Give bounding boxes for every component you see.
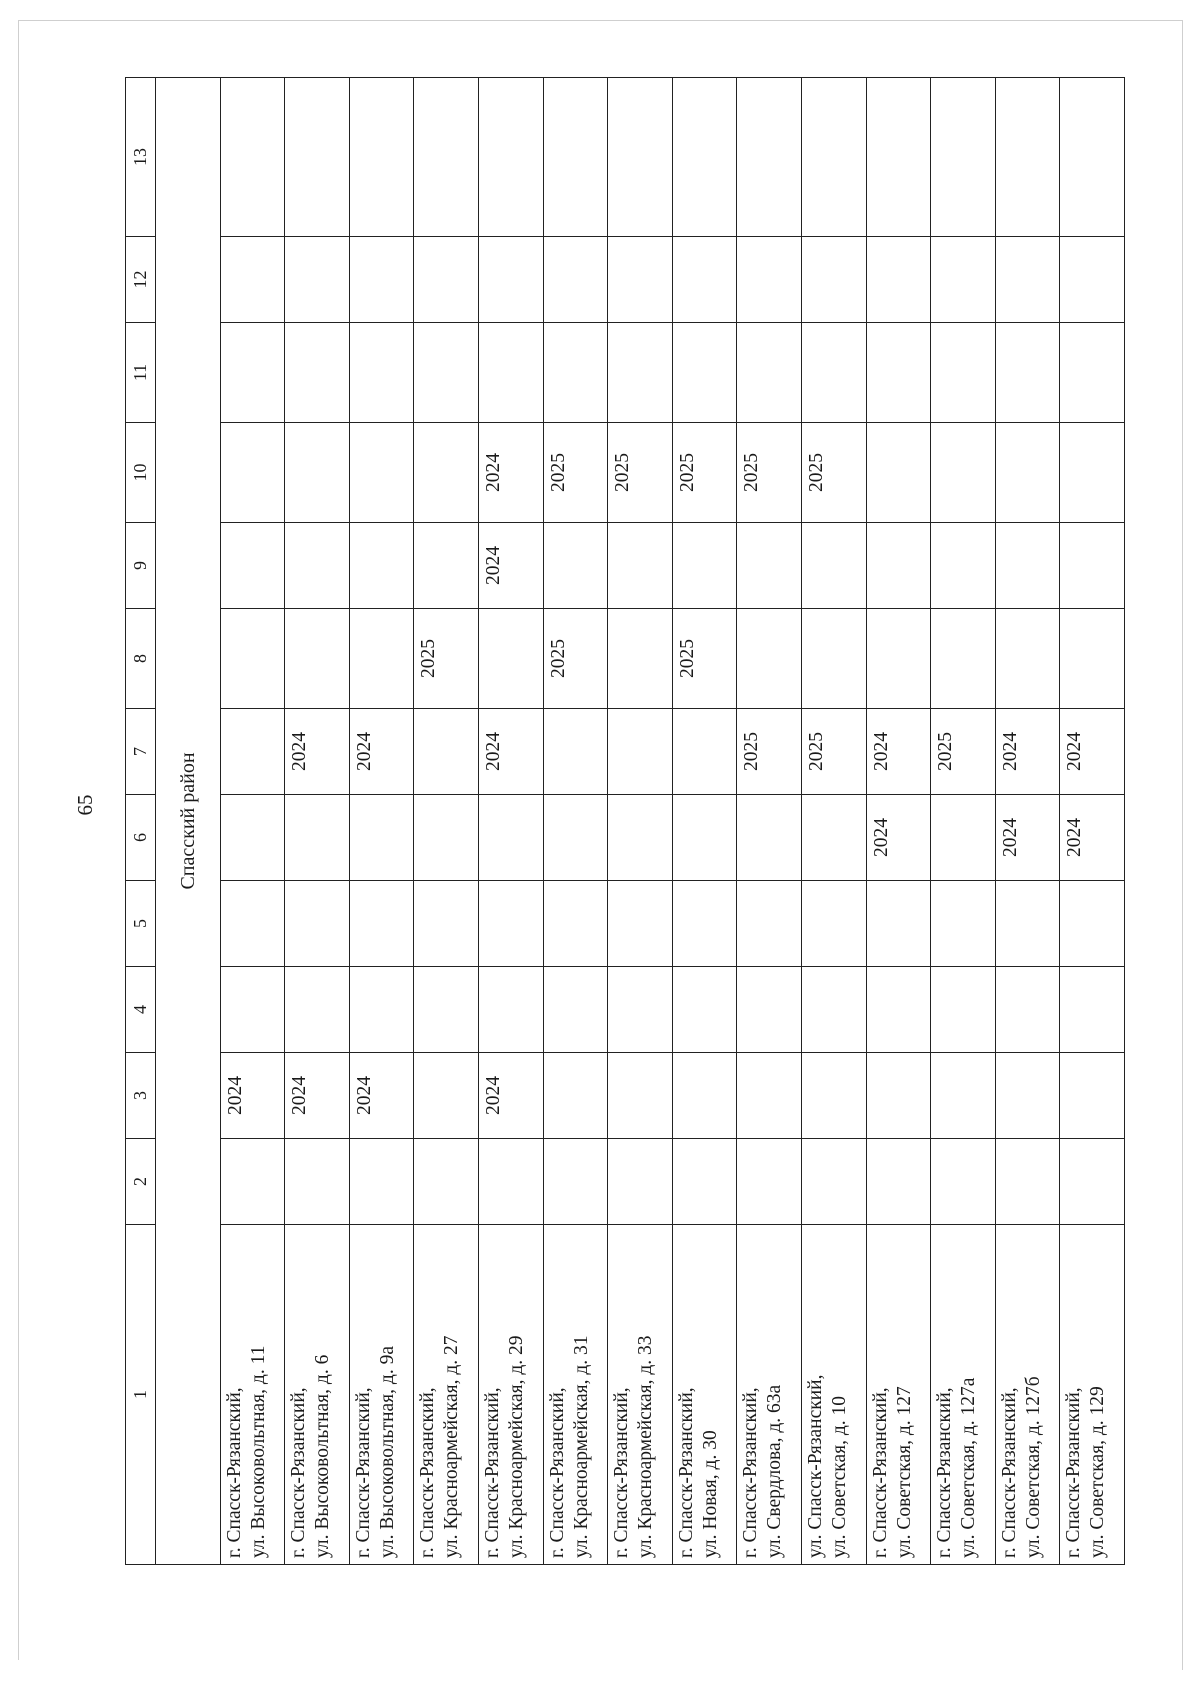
year-cell-col-4 xyxy=(543,967,608,1053)
year-cell-col-6: 2024 xyxy=(866,795,931,881)
year-cell-col-7: 2024 xyxy=(995,709,1060,795)
year-cell-col-4 xyxy=(608,967,673,1053)
year-cell-col-2 xyxy=(414,1139,479,1225)
table-row xyxy=(349,78,414,1565)
year-cell-col-8 xyxy=(737,609,802,709)
address-line: г. Спасск-Рязанский, xyxy=(869,1387,891,1558)
year-cell-col-5 xyxy=(672,881,737,967)
year-cell-col-13 xyxy=(220,78,285,237)
page-number: 65 xyxy=(73,794,97,816)
year-cell-col-4 xyxy=(931,967,996,1053)
column-header: 1 xyxy=(126,1225,156,1565)
year-cell-col-6 xyxy=(543,795,608,881)
year-cell-col-11 xyxy=(478,323,543,423)
year-cell-col-6 xyxy=(608,795,673,881)
year-cell-col-3: 2024 xyxy=(478,1053,543,1139)
column-header: 9 xyxy=(126,523,156,609)
year-cell-col-6 xyxy=(220,795,285,881)
year-cell-col-4 xyxy=(414,967,479,1053)
rotated-table-frame xyxy=(125,78,1125,1565)
column-header: 10 xyxy=(126,423,156,523)
table-row xyxy=(866,78,931,1565)
year-cell-col-11 xyxy=(995,323,1060,423)
year-cell-col-4 xyxy=(1060,967,1125,1053)
address-line: ул. Спасск-Рязанский, xyxy=(804,1374,826,1558)
year-cell-col-13 xyxy=(478,78,543,237)
table-row xyxy=(737,78,802,1565)
year-cell-col-13 xyxy=(349,78,414,237)
address-cell xyxy=(543,1225,608,1565)
year-cell-col-11 xyxy=(931,323,996,423)
address-line: г. Спасск-Рязанский, xyxy=(611,1387,633,1558)
year-cell-col-10: 2025 xyxy=(801,423,866,523)
scan-edge-right xyxy=(1182,20,1183,1670)
address-cell xyxy=(220,1225,285,1565)
address-line: г. Спасск-Рязанский, xyxy=(352,1387,374,1558)
address-cell xyxy=(414,1225,479,1565)
table-row xyxy=(608,78,673,1565)
year-cell-col-8 xyxy=(801,609,866,709)
year-cell-col-8 xyxy=(478,609,543,709)
year-cell-col-4 xyxy=(478,967,543,1053)
column-header: 12 xyxy=(126,237,156,323)
year-cell-col-8: 2025 xyxy=(672,609,737,709)
year-cell-col-11 xyxy=(608,323,673,423)
column-header: 5 xyxy=(126,881,156,967)
year-cell-col-6 xyxy=(931,795,996,881)
year-cell-col-5 xyxy=(285,881,350,967)
year-cell-col-13 xyxy=(672,78,737,237)
year-cell-col-7 xyxy=(608,709,673,795)
schedule-table xyxy=(125,77,1125,1565)
address-line: ул. Красноармейская, д. 33 xyxy=(635,1335,657,1558)
year-cell-col-6 xyxy=(737,795,802,881)
year-cell-col-12 xyxy=(931,237,996,323)
year-cell-col-11 xyxy=(220,323,285,423)
year-cell-col-11 xyxy=(737,323,802,423)
address-cell xyxy=(608,1225,673,1565)
year-cell-col-7 xyxy=(414,709,479,795)
year-cell-col-11 xyxy=(801,323,866,423)
column-header: 13 xyxy=(126,78,156,237)
address-line: г. Спасск-Рязанский, xyxy=(481,1387,503,1558)
address-cell xyxy=(931,1225,996,1565)
year-cell-col-3: 2024 xyxy=(349,1053,414,1139)
year-cell-col-5 xyxy=(543,881,608,967)
year-cell-col-4 xyxy=(220,967,285,1053)
year-cell-col-9 xyxy=(220,523,285,609)
address-line: г. Спасск-Рязанский, xyxy=(417,1387,439,1558)
year-cell-col-12 xyxy=(285,237,350,323)
address-line: ул. Советская, д. 129 xyxy=(1087,1386,1109,1558)
address-line: ул. Советская, д. 127а xyxy=(958,1377,980,1558)
year-cell-col-13 xyxy=(543,78,608,237)
year-cell-col-6 xyxy=(478,795,543,881)
address-cell xyxy=(478,1225,543,1565)
year-cell-col-7: 2025 xyxy=(931,709,996,795)
year-cell-col-9 xyxy=(995,523,1060,609)
year-cell-col-11 xyxy=(672,323,737,423)
year-cell-col-3: 2024 xyxy=(285,1053,350,1139)
year-cell-col-9 xyxy=(608,523,673,609)
year-cell-col-12 xyxy=(801,237,866,323)
year-cell-col-5 xyxy=(995,881,1060,967)
year-cell-col-9 xyxy=(737,523,802,609)
address-cell xyxy=(737,1225,802,1565)
year-cell-col-12 xyxy=(866,237,931,323)
year-cell-col-9 xyxy=(285,523,350,609)
address-line: ул. Свердлова, д. 63а xyxy=(764,1384,786,1558)
year-cell-col-5 xyxy=(414,881,479,967)
year-cell-col-6 xyxy=(672,795,737,881)
year-cell-col-4 xyxy=(349,967,414,1053)
year-cell-col-3 xyxy=(737,1053,802,1139)
year-cell-col-13 xyxy=(995,78,1060,237)
year-cell-col-12 xyxy=(672,237,737,323)
year-cell-col-9 xyxy=(866,523,931,609)
column-header: 6 xyxy=(126,795,156,881)
year-cell-col-8 xyxy=(608,609,673,709)
year-cell-col-8 xyxy=(995,609,1060,709)
address-line: ул. Красноармейская, д. 29 xyxy=(505,1335,527,1558)
year-cell-col-5 xyxy=(349,881,414,967)
table-row xyxy=(1060,78,1125,1565)
year-cell-col-5 xyxy=(220,881,285,967)
year-cell-col-13 xyxy=(608,78,673,237)
year-cell-col-7: 2025 xyxy=(737,709,802,795)
year-cell-col-6 xyxy=(349,795,414,881)
year-cell-col-3 xyxy=(543,1053,608,1139)
address-line: ул. Новая, д. 30 xyxy=(699,1430,721,1558)
year-cell-col-6 xyxy=(801,795,866,881)
year-cell-col-8 xyxy=(931,609,996,709)
year-cell-col-2 xyxy=(220,1139,285,1225)
year-cell-col-7 xyxy=(543,709,608,795)
year-cell-col-10: 2025 xyxy=(608,423,673,523)
year-cell-col-11 xyxy=(285,323,350,423)
column-header: 4 xyxy=(126,967,156,1053)
column-header: 2 xyxy=(126,1139,156,1225)
year-cell-col-9 xyxy=(931,523,996,609)
year-cell-col-7 xyxy=(672,709,737,795)
year-cell-col-12 xyxy=(478,237,543,323)
year-cell-col-9 xyxy=(414,523,479,609)
year-cell-col-7: 2024 xyxy=(285,709,350,795)
year-cell-col-2 xyxy=(866,1139,931,1225)
year-cell-col-12 xyxy=(414,237,479,323)
year-cell-col-2 xyxy=(285,1139,350,1225)
region-name: Спасский район xyxy=(155,78,220,1565)
address-line: ул. Советская, д. 127б xyxy=(1022,1376,1044,1558)
year-cell-col-6: 2024 xyxy=(995,795,1060,881)
year-cell-col-13 xyxy=(737,78,802,237)
year-cell-col-10 xyxy=(220,423,285,523)
year-cell-col-5 xyxy=(608,881,673,967)
year-cell-col-10: 2024 xyxy=(478,423,543,523)
year-cell-col-8 xyxy=(220,609,285,709)
address-cell xyxy=(801,1225,866,1565)
year-cell-col-8 xyxy=(1060,609,1125,709)
year-cell-col-4 xyxy=(737,967,802,1053)
year-cell-col-3 xyxy=(931,1053,996,1139)
table-row xyxy=(285,78,350,1565)
year-cell-col-12 xyxy=(608,237,673,323)
year-cell-col-10: 2025 xyxy=(543,423,608,523)
year-cell-col-2 xyxy=(737,1139,802,1225)
year-cell-col-10 xyxy=(995,423,1060,523)
year-cell-col-10 xyxy=(931,423,996,523)
year-cell-col-4 xyxy=(285,967,350,1053)
year-cell-col-13 xyxy=(931,78,996,237)
table-row xyxy=(801,78,866,1565)
column-header: 7 xyxy=(126,709,156,795)
year-cell-col-7: 2024 xyxy=(349,709,414,795)
year-cell-col-10 xyxy=(414,423,479,523)
year-cell-col-2 xyxy=(1060,1139,1125,1225)
year-cell-col-2 xyxy=(801,1139,866,1225)
year-cell-col-6: 2024 xyxy=(1060,795,1125,881)
year-cell-col-7 xyxy=(220,709,285,795)
year-cell-col-10: 2025 xyxy=(737,423,802,523)
address-cell xyxy=(995,1225,1060,1565)
address-line: ул. Советская, д. 127 xyxy=(893,1386,915,1558)
year-cell-col-5 xyxy=(801,881,866,967)
year-cell-col-10 xyxy=(866,423,931,523)
year-cell-col-10: 2025 xyxy=(672,423,737,523)
address-line: ул. Высоковольтная, д. 6 xyxy=(312,1354,334,1558)
year-cell-col-10 xyxy=(349,423,414,523)
schedule-table-wrapper xyxy=(125,78,1125,1565)
year-cell-col-8 xyxy=(285,609,350,709)
year-cell-col-7: 2024 xyxy=(478,709,543,795)
year-cell-col-7: 2024 xyxy=(866,709,931,795)
year-cell-col-8 xyxy=(866,609,931,709)
address-line: ул. Советская, д. 10 xyxy=(828,1395,850,1558)
year-cell-col-5 xyxy=(866,881,931,967)
table-row xyxy=(414,78,479,1565)
year-cell-col-7: 2024 xyxy=(1060,709,1125,795)
year-cell-col-5 xyxy=(478,881,543,967)
year-cell-col-3 xyxy=(801,1053,866,1139)
year-cell-col-12 xyxy=(1060,237,1125,323)
year-cell-col-12 xyxy=(220,237,285,323)
column-header: 8 xyxy=(126,609,156,709)
address-line: г. Спасск-Рязанский, xyxy=(740,1387,762,1558)
address-line: г. Спасск-Рязанский, xyxy=(934,1387,956,1558)
address-cell xyxy=(285,1225,350,1565)
year-cell-col-5 xyxy=(931,881,996,967)
address-cell xyxy=(672,1225,737,1565)
year-cell-col-2 xyxy=(349,1139,414,1225)
year-cell-col-11 xyxy=(414,323,479,423)
address-line: ул. Высоковольтная, д. 11 xyxy=(247,1345,269,1558)
address-line: ул. Высоковольтная, д. 9а xyxy=(376,1346,398,1558)
year-cell-col-13 xyxy=(414,78,479,237)
column-header-row xyxy=(126,78,156,1565)
year-cell-col-3 xyxy=(1060,1053,1125,1139)
year-cell-col-11 xyxy=(1060,323,1125,423)
year-cell-col-6 xyxy=(285,795,350,881)
address-line: г. Спасск-Рязанский, xyxy=(998,1387,1020,1558)
year-cell-col-9 xyxy=(349,523,414,609)
year-cell-col-3 xyxy=(608,1053,673,1139)
table-row xyxy=(543,78,608,1565)
year-cell-col-5 xyxy=(737,881,802,967)
table-row xyxy=(672,78,737,1565)
year-cell-col-4 xyxy=(672,967,737,1053)
year-cell-col-8: 2025 xyxy=(543,609,608,709)
year-cell-col-2 xyxy=(478,1139,543,1225)
address-cell xyxy=(1060,1225,1125,1565)
year-cell-col-13 xyxy=(1060,78,1125,237)
year-cell-col-6 xyxy=(414,795,479,881)
year-cell-col-7: 2025 xyxy=(801,709,866,795)
year-cell-col-9 xyxy=(672,523,737,609)
year-cell-col-10 xyxy=(1060,423,1125,523)
year-cell-col-2 xyxy=(543,1139,608,1225)
year-cell-col-12 xyxy=(737,237,802,323)
address-line: г. Спасск-Рязанский, xyxy=(223,1387,245,1558)
year-cell-col-4 xyxy=(801,967,866,1053)
year-cell-col-11 xyxy=(349,323,414,423)
year-cell-col-11 xyxy=(866,323,931,423)
address-line: г. Спасск-Рязанский, xyxy=(675,1387,697,1558)
year-cell-col-3 xyxy=(866,1053,931,1139)
address-line: г. Спасск-Рязанский, xyxy=(1063,1387,1085,1558)
year-cell-col-3 xyxy=(995,1053,1060,1139)
year-cell-col-9: 2024 xyxy=(478,523,543,609)
scan-edge-top xyxy=(18,20,1182,21)
region-row xyxy=(155,78,220,1565)
scan-edge-left xyxy=(18,20,19,1660)
year-cell-col-5 xyxy=(1060,881,1125,967)
column-header: 11 xyxy=(126,323,156,423)
year-cell-col-8 xyxy=(349,609,414,709)
year-cell-col-3 xyxy=(672,1053,737,1139)
year-cell-col-3 xyxy=(414,1053,479,1139)
year-cell-col-13 xyxy=(285,78,350,237)
year-cell-col-13 xyxy=(801,78,866,237)
year-cell-col-9 xyxy=(1060,523,1125,609)
year-cell-col-2 xyxy=(608,1139,673,1225)
address-line: г. Спасск-Рязанский, xyxy=(288,1387,310,1558)
year-cell-col-10 xyxy=(285,423,350,523)
table-row xyxy=(995,78,1060,1565)
year-cell-col-2 xyxy=(931,1139,996,1225)
year-cell-col-12 xyxy=(543,237,608,323)
address-line: ул. Красноармейская, д. 31 xyxy=(570,1335,592,1558)
year-cell-col-2 xyxy=(672,1139,737,1225)
year-cell-col-13 xyxy=(866,78,931,237)
table-row xyxy=(220,78,285,1565)
year-cell-col-12 xyxy=(995,237,1060,323)
table-row xyxy=(478,78,543,1565)
address-line: г. Спасск-Рязанский, xyxy=(546,1387,568,1558)
year-cell-col-11 xyxy=(543,323,608,423)
year-cell-col-9 xyxy=(543,523,608,609)
table-row xyxy=(931,78,996,1565)
year-cell-col-2 xyxy=(995,1139,1060,1225)
address-cell xyxy=(866,1225,931,1565)
year-cell-col-9 xyxy=(801,523,866,609)
year-cell-col-4 xyxy=(866,967,931,1053)
year-cell-col-12 xyxy=(349,237,414,323)
year-cell-col-4 xyxy=(995,967,1060,1053)
address-line: ул. Красноармейская, д. 27 xyxy=(441,1335,463,1558)
year-cell-col-3: 2024 xyxy=(220,1053,285,1139)
address-cell xyxy=(349,1225,414,1565)
year-cell-col-8: 2025 xyxy=(414,609,479,709)
column-header: 3 xyxy=(126,1053,156,1139)
